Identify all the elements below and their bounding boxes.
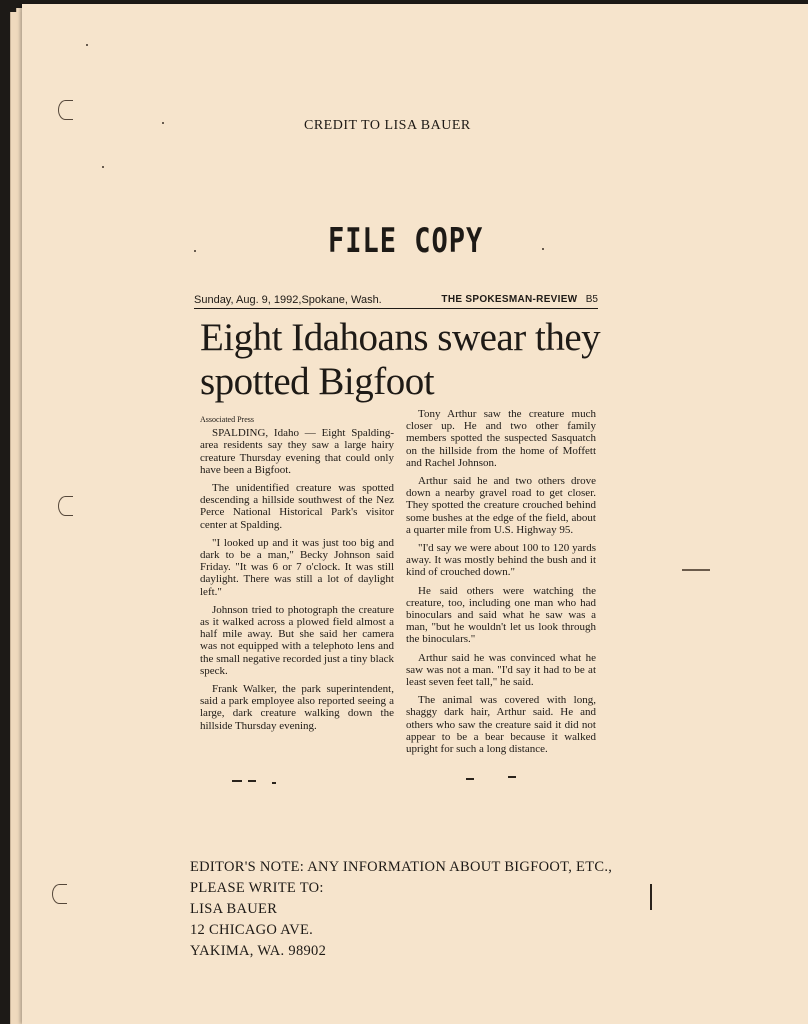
paper-name: THE SPOKESMAN-REVIEW [441, 294, 578, 305]
clipping-edge-mark [248, 780, 256, 782]
clipping-edge-mark [272, 782, 276, 784]
byline: Associated Press [200, 415, 254, 424]
date-location: Sunday, Aug. 9, 1992,Spokane, Wash. [194, 294, 382, 306]
clipping-edge-mark [232, 780, 242, 782]
note-line: LISA BAUER [190, 901, 278, 917]
speck [194, 250, 196, 252]
speck [86, 44, 88, 46]
paragraph: Frank Walker, the park superintendent, said a park employee also reported seeing a large, dark creature walking down the hillside Thursday evening. [200, 683, 394, 732]
paragraph: "I'd say we were about 100 to 120 yards away. It was mostly behind the bush and it kind of crouched down." [406, 542, 596, 579]
punch-hole-icon [52, 884, 67, 904]
note-line: PLEASE WRITE TO: [190, 880, 324, 896]
paragraph: The unidentified creature was spotted descending a hillside southwest of the Nez Perce National Historical Park's visitor center at Spalding. [200, 482, 394, 531]
paper-info [441, 294, 598, 306]
mark [650, 884, 652, 910]
article-column-1 [200, 414, 394, 738]
bleed-through-text [142, 154, 702, 214]
credit-line: CREDIT TO LISA BAUER [304, 118, 471, 133]
clipping-edge-mark [508, 776, 516, 778]
file-copy-stamp: FILE COPY [328, 222, 484, 261]
headline: Eight Idahoans swear they spotted Bigfoot [200, 316, 601, 403]
paragraph: Johnson tried to photograph the creature as it walked across a plowed field almost a half mile away. But she said her camera was not equipped with a telephoto lens and the small negative recorded just a tiny black speck. [200, 603, 394, 677]
clipping-edge-mark [466, 778, 474, 780]
article-dateline [194, 294, 598, 309]
speck [162, 122, 164, 124]
editor-note [190, 857, 612, 962]
speck [102, 166, 104, 168]
punch-hole-icon [58, 496, 73, 516]
paragraph: Tony Arthur saw the creature much closer up. He and two other family members spotted the suspected Sasquatch on the hillside from the home of Moffett and Rachel Johnson. [406, 408, 596, 469]
page-number: B5 [585, 294, 598, 305]
paragraph: Arthur said he and two others drove down a nearby gravel road to get closer. They spotted the creature crouched behind some bushes at the edge of the field, about a quarter mile from U.S. Highway 95. [406, 475, 596, 536]
paragraph: "I looked up and it was just too big and dark to be a man," Becky Johnson said Friday. "It was 6 or 7 o'clock. It was still daylight. There was still a lot of daylight left." [200, 536, 394, 598]
note-line: EDITOR'S NOTE: ANY INFORMATION ABOUT BIGFOOT, ETC., [190, 859, 613, 875]
paragraph: Arthur said he was convinced what he saw was not a man. "I'd say it had to be at least seven feet tall," he said. [406, 651, 596, 689]
punch-hole-icon [58, 100, 73, 120]
note-line: YAKIMA, WA. 98902 [190, 943, 327, 959]
paragraph: The animal was covered with long, shaggy dark hair, Arthur said. He and others who saw the creature said it did not appear to be a bear because it walked upright for such a long distance. [406, 694, 596, 756]
note-line: 12 CHICAGO AVE. [190, 922, 314, 938]
paragraph: He said others were watching the creature, too, including one man who had binoculars and said what he saw was a man, "but he wouldn't let us look through the binoculars." [406, 584, 596, 646]
paragraph: SPALDING, Idaho — Eight Spalding-area residents say they saw a large hairy creature Thursday evening that could only have been a Bigfoot. [200, 427, 394, 476]
document-page [22, 4, 808, 1024]
mark [682, 569, 710, 571]
speck [542, 248, 544, 250]
article-column-2 [406, 408, 596, 761]
